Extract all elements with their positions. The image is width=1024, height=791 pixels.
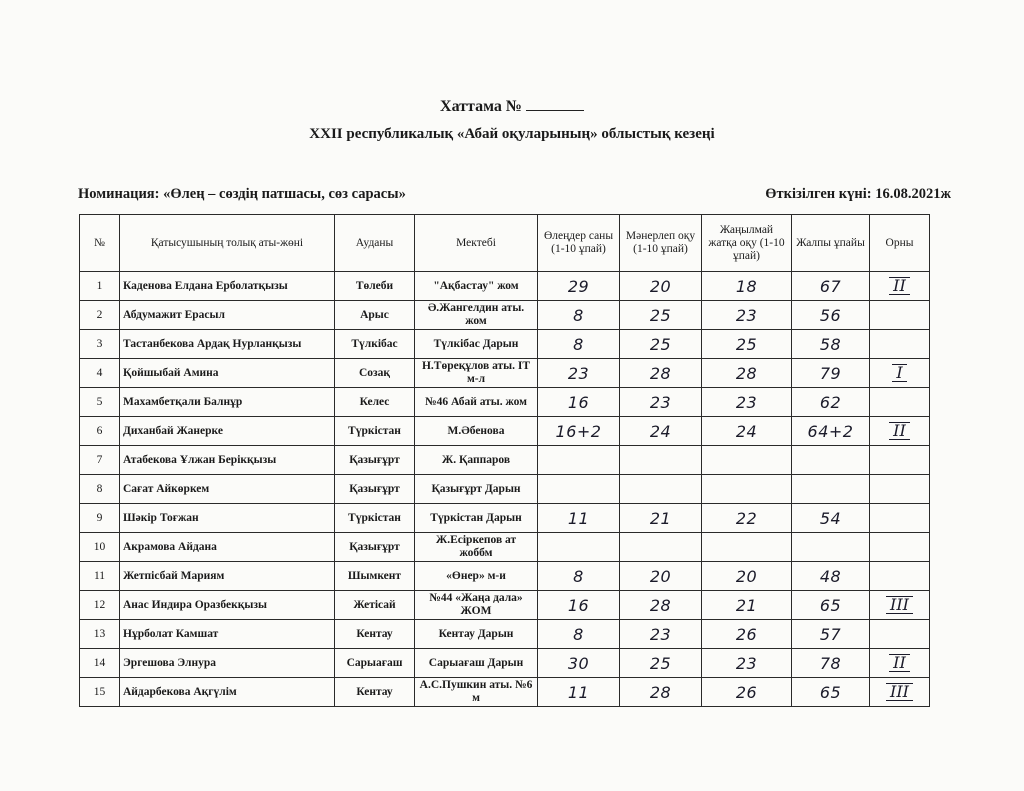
row-number-cell: 13	[80, 620, 120, 649]
col-place-header: Орны	[870, 215, 930, 272]
table-row	[80, 562, 930, 591]
participant-name-cell: Анас Индира Оразбекқызы	[120, 591, 335, 620]
table-row	[80, 446, 930, 475]
col-memory-reading-header: Жаңылмай жатқа оқу (1-10 ұпай)	[702, 215, 792, 272]
row-number-cell: 8	[80, 475, 120, 504]
participant-name-cell: Акрамова Айдана	[120, 533, 335, 562]
table-row	[80, 388, 930, 417]
place-mark-cell	[870, 359, 930, 388]
district-cell: Сарыағаш	[335, 649, 415, 678]
school-cell: Ә.Жангелдин аты. жом	[415, 301, 538, 330]
row-number-cell: 10	[80, 533, 120, 562]
participant-name-cell: Тастанбекова Ардақ Нурланқызы	[120, 330, 335, 359]
total-score-cell: 62	[792, 388, 870, 417]
place-mark-cell	[870, 330, 930, 359]
district-cell: Келес	[335, 388, 415, 417]
expressive-reading-score-cell: 24	[620, 417, 702, 446]
col-full-name-header: Қатысушының толық аты-жөні	[120, 215, 335, 272]
row-number-cell: 12	[80, 591, 120, 620]
district-cell: Шымкент	[335, 562, 415, 591]
total-score-cell: 65	[792, 591, 870, 620]
place-mark-cell	[870, 272, 930, 301]
school-cell: №44 «Жаңа дала» ЖОМ	[415, 591, 538, 620]
school-cell: Түлкібас Дарын	[415, 330, 538, 359]
total-score-cell: 56	[792, 301, 870, 330]
poems-count-score-cell: 16	[538, 388, 620, 417]
table-row	[80, 620, 930, 649]
district-cell: Қазығұрт	[335, 446, 415, 475]
school-cell: Н.Төреқұлов аты. IT м-л	[415, 359, 538, 388]
total-score-cell: 79	[792, 359, 870, 388]
memory-reading-score-cell: 23	[702, 388, 792, 417]
document-subtitle: XXII республикалық «Абай оқуларының» облыстық кезеңі	[309, 126, 715, 142]
memory-reading-score-cell: 22	[702, 504, 792, 533]
participant-name-cell: Каденова Елдана Ерболатқызы	[120, 272, 335, 301]
poems-count-score-cell: 16+2	[538, 417, 620, 446]
expressive-reading-score-cell: 20	[620, 272, 702, 301]
district-cell: Төлеби	[335, 272, 415, 301]
place-mark-cell	[870, 649, 930, 678]
district-cell: Кентау	[335, 678, 415, 707]
row-number-cell: 6	[80, 417, 120, 446]
protocol-number-blank	[526, 96, 584, 111]
expressive-reading-score-cell: 25	[620, 301, 702, 330]
table-row	[80, 417, 930, 446]
place-roman-numeral: II	[889, 654, 910, 672]
poems-count-score-cell	[538, 533, 620, 562]
school-cell: Қазығұрт Дарын	[415, 475, 538, 504]
expressive-reading-score-cell	[620, 446, 702, 475]
expressive-reading-score-cell: 21	[620, 504, 702, 533]
school-cell: Кентау Дарын	[415, 620, 538, 649]
col-poems-count-header: Өлеңдер саны (1-10 ұпай)	[538, 215, 620, 272]
place-roman-numeral: I	[892, 364, 906, 382]
participant-name-cell: Эргешова Элнура	[120, 649, 335, 678]
col-district-header: Ауданы	[335, 215, 415, 272]
title-text: Хаттама №	[440, 98, 522, 115]
school-cell: А.С.Пушкин аты. №6 м	[415, 678, 538, 707]
memory-reading-score-cell: 26	[702, 678, 792, 707]
total-score-cell: 67	[792, 272, 870, 301]
document-title	[0, 96, 1024, 116]
expressive-reading-score-cell: 28	[620, 678, 702, 707]
row-number-cell: 15	[80, 678, 120, 707]
table-row	[80, 533, 930, 562]
row-number-cell: 4	[80, 359, 120, 388]
table-row	[80, 475, 930, 504]
memory-reading-score-cell: 18	[702, 272, 792, 301]
memory-reading-score-cell	[702, 446, 792, 475]
district-cell: Түлкібас	[335, 330, 415, 359]
poems-count-score-cell: 30	[538, 649, 620, 678]
expressive-reading-score-cell	[620, 533, 702, 562]
row-number-cell: 14	[80, 649, 120, 678]
expressive-reading-score-cell: 20	[620, 562, 702, 591]
col-number-header: №	[80, 215, 120, 272]
expressive-reading-score-cell: 28	[620, 359, 702, 388]
district-cell: Кентау	[335, 620, 415, 649]
place-mark-cell	[870, 475, 930, 504]
district-cell: Түркістан	[335, 417, 415, 446]
table-row	[80, 591, 930, 620]
table-header-row	[80, 215, 930, 272]
place-mark-cell	[870, 388, 930, 417]
school-cell: Сарыағаш Дарын	[415, 649, 538, 678]
table-row	[80, 272, 930, 301]
participant-name-cell: Нұрболат Камшат	[120, 620, 335, 649]
row-number-cell: 2	[80, 301, 120, 330]
district-cell: Арыс	[335, 301, 415, 330]
table-row	[80, 678, 930, 707]
total-score-cell: 48	[792, 562, 870, 591]
poems-count-score-cell: 11	[538, 504, 620, 533]
memory-reading-score-cell: 28	[702, 359, 792, 388]
poems-count-score-cell: 23	[538, 359, 620, 388]
memory-reading-score-cell: 21	[702, 591, 792, 620]
row-number-cell: 5	[80, 388, 120, 417]
place-mark-cell	[870, 591, 930, 620]
participant-name-cell: Айдарбекова Ақгүлім	[120, 678, 335, 707]
participant-name-cell: Жетпісбай Мариям	[120, 562, 335, 591]
table-body	[80, 272, 930, 707]
participant-name-cell: Сағат Айкөркем	[120, 475, 335, 504]
expressive-reading-score-cell: 25	[620, 330, 702, 359]
total-score-cell: 64+2	[792, 417, 870, 446]
row-number-cell: 1	[80, 272, 120, 301]
table-row	[80, 330, 930, 359]
participant-name-cell: Шәкір Тоғжан	[120, 504, 335, 533]
table-row	[80, 359, 930, 388]
poems-count-score-cell: 11	[538, 678, 620, 707]
poems-count-score-cell: 8	[538, 301, 620, 330]
participant-name-cell: Қойшыбай Амина	[120, 359, 335, 388]
district-cell: Созақ	[335, 359, 415, 388]
place-roman-numeral: III	[886, 596, 913, 614]
results-table	[79, 214, 930, 707]
poems-count-score-cell: 8	[538, 562, 620, 591]
total-score-cell: 54	[792, 504, 870, 533]
place-mark-cell	[870, 504, 930, 533]
poems-count-score-cell	[538, 446, 620, 475]
place-roman-numeral: III	[886, 683, 913, 701]
school-cell: "Ақбастау" жом	[415, 272, 538, 301]
place-mark-cell	[870, 417, 930, 446]
expressive-reading-score-cell: 23	[620, 620, 702, 649]
memory-reading-score-cell	[702, 533, 792, 562]
poems-count-score-cell	[538, 475, 620, 504]
memory-reading-score-cell: 24	[702, 417, 792, 446]
school-cell: №46 Абай аты. жом	[415, 388, 538, 417]
memory-reading-score-cell: 26	[702, 620, 792, 649]
date-label: Өткізілген күні: 16.08.2021ж	[765, 186, 951, 202]
school-cell: Түркістан Дарын	[415, 504, 538, 533]
district-cell: Қазығұрт	[335, 533, 415, 562]
nomination-label: Номинация: «Өлең – сөздің патшасы, сөз сарасы»	[78, 186, 406, 202]
poems-count-score-cell: 29	[538, 272, 620, 301]
place-mark-cell	[870, 446, 930, 475]
expressive-reading-score-cell: 28	[620, 591, 702, 620]
district-cell: Түркістан	[335, 504, 415, 533]
district-cell: Қазығұрт	[335, 475, 415, 504]
school-cell: «Өнер» м-и	[415, 562, 538, 591]
participant-name-cell: Абдумажит Ерасыл	[120, 301, 335, 330]
expressive-reading-score-cell: 23	[620, 388, 702, 417]
memory-reading-score-cell: 25	[702, 330, 792, 359]
place-mark-cell	[870, 533, 930, 562]
participant-name-cell: Атабекова Ұлжан Берікқызы	[120, 446, 335, 475]
memory-reading-score-cell: 23	[702, 301, 792, 330]
total-score-cell	[792, 446, 870, 475]
school-cell: М.Әбенова	[415, 417, 538, 446]
school-cell: Ж.Есіркепов ат жоббм	[415, 533, 538, 562]
poems-count-score-cell: 8	[538, 330, 620, 359]
total-score-cell: 58	[792, 330, 870, 359]
expressive-reading-score-cell	[620, 475, 702, 504]
poems-count-score-cell: 16	[538, 591, 620, 620]
place-roman-numeral: II	[889, 422, 910, 440]
table-row	[80, 504, 930, 533]
total-score-cell: 57	[792, 620, 870, 649]
participant-name-cell: Махамбетқали Балнұр	[120, 388, 335, 417]
row-number-cell: 3	[80, 330, 120, 359]
place-mark-cell	[870, 678, 930, 707]
table-row	[80, 649, 930, 678]
expressive-reading-score-cell: 25	[620, 649, 702, 678]
total-score-cell	[792, 475, 870, 504]
col-total-score-header: Жалпы ұпайы	[792, 215, 870, 272]
col-school-header: Мектебі	[415, 215, 538, 272]
school-cell: Ж. Қаппаров	[415, 446, 538, 475]
place-mark-cell	[870, 301, 930, 330]
col-expressive-reading-header: Мәнерлеп оқу (1-10 ұпай)	[620, 215, 702, 272]
total-score-cell: 78	[792, 649, 870, 678]
row-number-cell: 9	[80, 504, 120, 533]
place-mark-cell	[870, 620, 930, 649]
row-number-cell: 11	[80, 562, 120, 591]
table-row	[80, 301, 930, 330]
participant-name-cell: Диханбай Жанерке	[120, 417, 335, 446]
memory-reading-score-cell	[702, 475, 792, 504]
district-cell: Жетісай	[335, 591, 415, 620]
total-score-cell	[792, 533, 870, 562]
poems-count-score-cell: 8	[538, 620, 620, 649]
place-roman-numeral: II	[889, 277, 910, 295]
memory-reading-score-cell: 20	[702, 562, 792, 591]
place-mark-cell	[870, 562, 930, 591]
total-score-cell: 65	[792, 678, 870, 707]
memory-reading-score-cell: 23	[702, 649, 792, 678]
row-number-cell: 7	[80, 446, 120, 475]
